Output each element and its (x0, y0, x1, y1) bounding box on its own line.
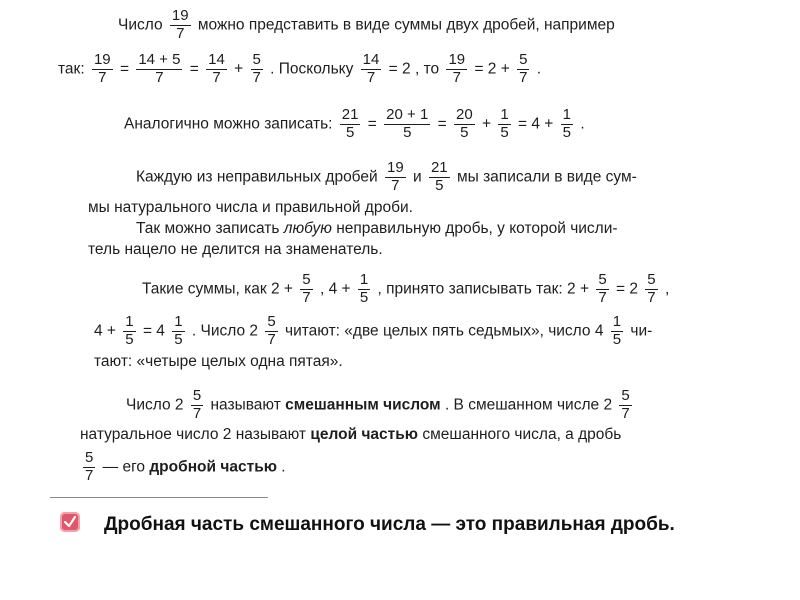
mixed-def-f3: $\frac{5}{7}$ (85, 449, 94, 484)
intro-fraction: $\frac{19}{7}$ (171, 7, 189, 42)
res-fraction: $\frac{19}{7}$ (448, 51, 466, 86)
analog-line: Аналогично можно записать: $\frac{21}{5}$ = $\frac{20 + 1}{5}$ = $\frac{20}{5}$ + $\frac{1}{5}$ = 4 + $\frac{1}{5}$ . (124, 106, 585, 141)
eq1-f3: $\frac{14}{7}$ (208, 51, 225, 86)
analog-f4: $\frac{1}{5}$ (500, 106, 509, 141)
poskolku-text: . Поскольку (270, 60, 354, 78)
sums-line-3: тают: «четыре целых одна пятая». (94, 353, 343, 371)
improper-f2: $\frac{21}{5}$ (430, 159, 448, 194)
improper-line-3: Так можно записать любую неправильную дробь, у которой числи- (136, 220, 618, 238)
analog-f3: $\frac{20}{5}$ (455, 106, 473, 141)
res-frac2: $\frac{5}{7}$ (519, 51, 528, 86)
eq1-f1: $\frac{19}{7}$ (93, 51, 111, 86)
analog-f1: $\frac{21}{5}$ (341, 106, 359, 141)
sums-line2-mixed3: $\frac{1}{5}$ (612, 313, 622, 348)
intro-line-1 (0, 8, 800, 43)
term-whole-part: целой частью (310, 426, 419, 444)
res-rhs: = 2 + (474, 60, 510, 78)
eq1-f4: $\frac{5}{7}$ (252, 51, 261, 86)
analog-f2: $\frac{20 + 1}{5}$ (386, 106, 429, 141)
checkmark-icon (60, 512, 80, 532)
sums-line2-mixed2: $\frac{5}{7}$ (267, 313, 276, 348)
sums-line2-mixed: $\frac{1}{5}$ (174, 313, 183, 348)
sums-f1: $\frac{5}{7}$ (302, 271, 311, 306)
eq1-f2: $\frac{14 + 5}{7}$ (138, 51, 181, 86)
sums-line-2: 4 + $\frac{1}{5}$ = 4 $\frac{1}{5}$ . Число 2 $\frac{5}{7}$ читают: «две целых пять седьмых», число 4 $\frac{1}{5}$ чи- (94, 313, 653, 348)
mixed-def-line-3: $\frac{5}{7}$ — его дробной частью . (85, 449, 286, 484)
mixed-def-f2: $\frac{5}{7}$ (621, 387, 630, 422)
sums-f2: $\frac{1}{5}$ (359, 271, 369, 306)
sums-line2-f: $\frac{1}{5}$ (125, 313, 134, 348)
term-fractional-part: дробной частью (149, 458, 277, 476)
cond-rhs: = 2 , то (388, 60, 440, 78)
term-mixed-number: смешанным числом (285, 396, 441, 414)
mixed-def-f: $\frac{5}{7}$ (192, 387, 202, 422)
sums-eq-mixed: $\frac{5}{7}$ (647, 271, 656, 306)
improper-f1: $\frac{19}{7}$ (386, 159, 404, 194)
improper-line-1: Каждую из неправильных дробей $\frac{19}{7}$ и $\frac{21}{5}$ мы записали в виде сум- (136, 159, 637, 194)
intro-word: Число (118, 16, 163, 34)
sums-eq-f: $\frac{5}{7}$ (598, 271, 607, 306)
analog-f5: $\frac{1}{5}$ (562, 106, 572, 141)
section-divider (50, 497, 268, 498)
sums-line-1: Такие суммы, как 2 + $\frac{5}{7}$ , 4 + $\frac{1}{5}$ , принято записывать так: 2 + $\frac{5}{7}$ = 2 $\frac{5}{7}$ , (142, 271, 670, 306)
mixed-def-line-2: натуральное число 2 называют целой частью смешанного числа, а дробь (80, 426, 622, 444)
improper-line-4: тель нацело не делится на знаменатель. (88, 241, 383, 259)
emphasis-any: любую (283, 220, 332, 238)
key-rule-text: Дробная часть смешанного числа — это правильная дробь. (104, 514, 675, 535)
analog-text: Аналогично можно записать: (124, 115, 333, 133)
improper-line-2: мы натурального числа и правильной дроби. (88, 199, 413, 217)
intro-text: можно представить в виде суммы двух дробей, например (197, 16, 615, 34)
mixed-def-line-1: Число 2 $\frac{5}{7}$ называют смешанным числом . В смешанном числе 2 $\frac{5}{7}$ (126, 387, 630, 422)
cond-fraction: $\frac{14}{7}$ (362, 51, 380, 86)
intro-line-2: так: $\frac{19}{7}$ = $\frac{14 + 5}{7}$ = $\frac{14}{7}$ + $\frac{5}{7}$ . Поскольку $\frac{14}{7}$ = 2 , то $\frac{19}{7}$ = 2 + $\frac{5}{7}$ . (58, 51, 542, 86)
analog-rhs: = 4 + (518, 115, 554, 133)
tak-label: так: (58, 60, 85, 78)
